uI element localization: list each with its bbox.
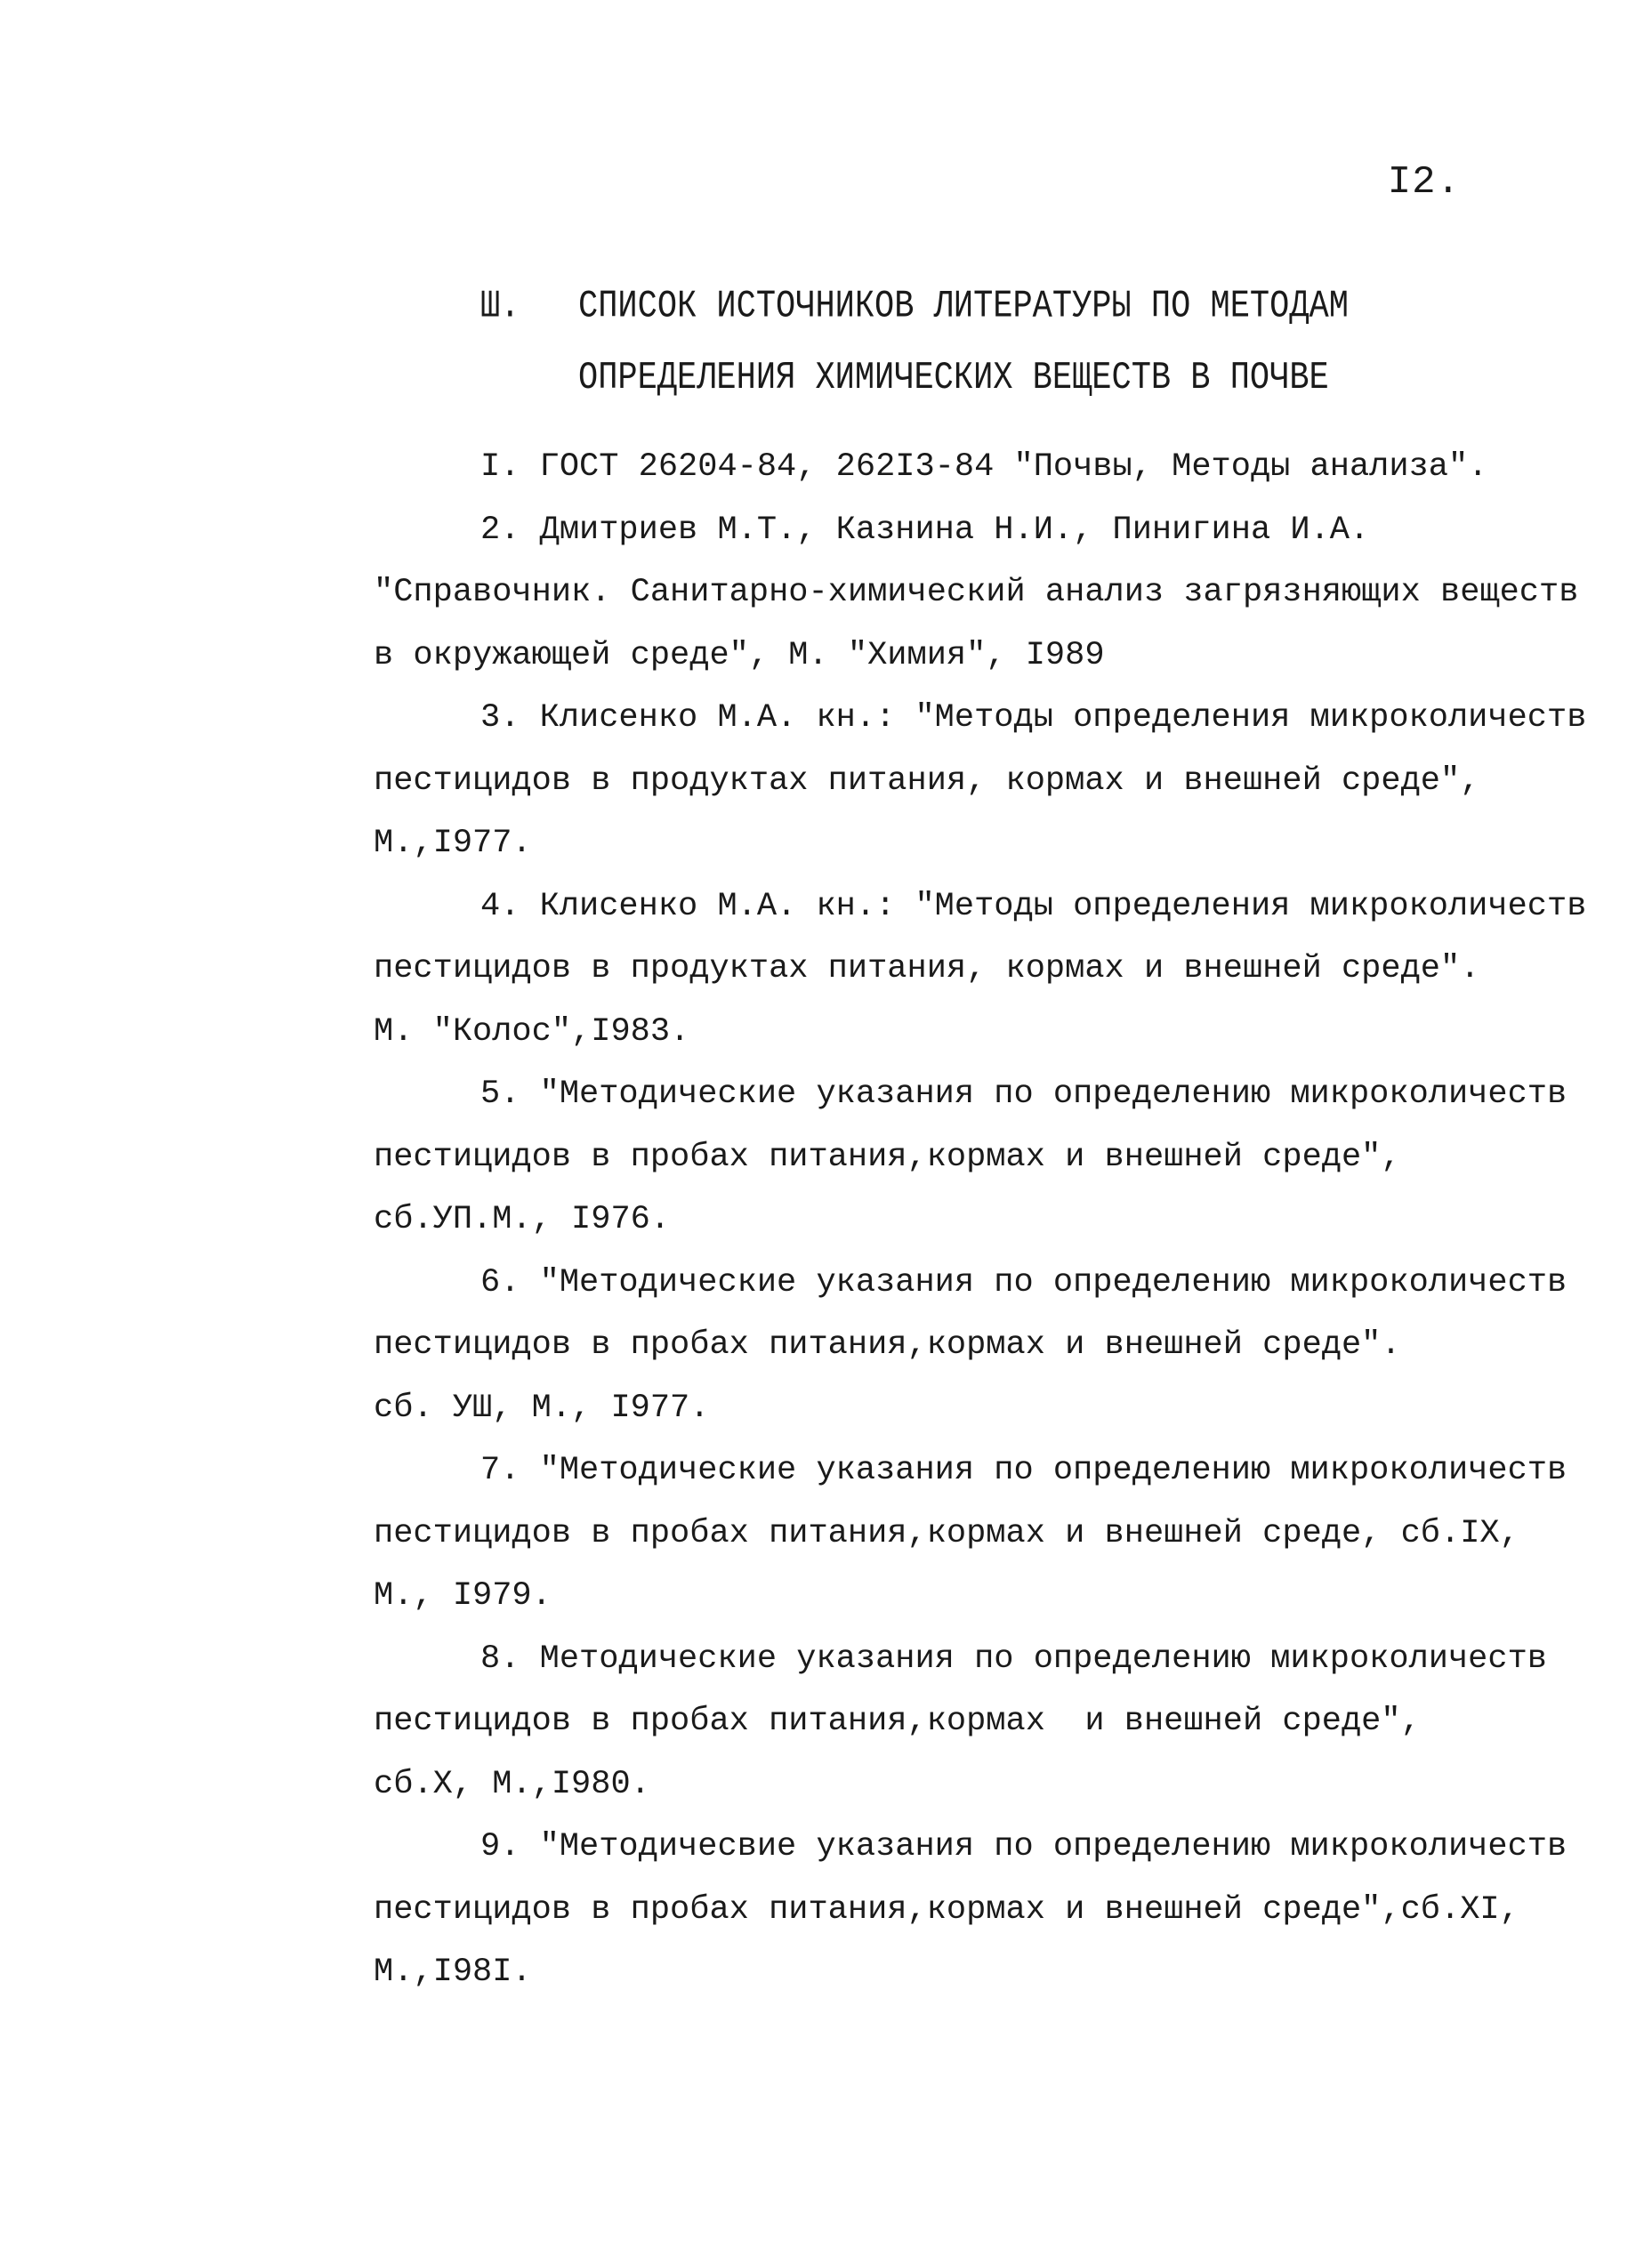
reference-line: пестицидов в пробах питания,кормах и внешней среде", bbox=[374, 1138, 1401, 1176]
section-numeral: Ш. bbox=[480, 285, 520, 329]
reference-item bbox=[374, 1063, 1584, 1252]
reference-line: 2. Дмитриев М.Т., Казнина Н.И., Пинигина И.А. bbox=[480, 511, 1370, 549]
section-heading bbox=[480, 271, 1370, 414]
reference-line: "Справочник. Санитарно-химический анализ загрязняющих веществ bbox=[374, 574, 1579, 611]
reference-line: сб.УП.М., I976. bbox=[374, 1201, 671, 1238]
reference-line: пестицидов в пробах питания,кормах и внешней среде, сб.IX, bbox=[374, 1514, 1519, 1552]
reference-line: 3. Клисенко М.А. кн.: "Методы определения микроколичеств bbox=[480, 699, 1587, 737]
reference-line: сб.Х, М.,I980. bbox=[374, 1765, 650, 1803]
reference-line: 6. "Методические указания по определению микроколичеств bbox=[480, 1263, 1567, 1301]
reference-item bbox=[374, 1816, 1584, 2004]
reference-line: 9. "Методичесвие указания по определению микроколичеств bbox=[480, 1828, 1567, 1865]
reference-line: 8. Методические указания по определению микроколичеств bbox=[480, 1640, 1547, 1678]
reference-line: пестицидов в пробах питания,кормах и внешней среде". bbox=[374, 1326, 1401, 1364]
reference-item bbox=[374, 499, 1584, 688]
reference-line: пестицидов в продуктах питания, кормах и внешней среде", bbox=[374, 761, 1480, 800]
heading-title-line-2: ОПРЕДЕЛЕНИЯ ХИМИЧЕСКИХ ВЕЩЕСТВ В ПОЧВЕ bbox=[578, 356, 1329, 401]
reference-item bbox=[374, 1628, 1584, 1817]
reference-line: 4. Клисенко М.А. кн.: "Методы определения микроколичеств bbox=[480, 887, 1587, 925]
reference-line: 5. "Методические указания по определению микроколичеств bbox=[480, 1076, 1567, 1113]
reference-line: пестицидов в пробах питания,кормах и внешней среде", bbox=[374, 1703, 1421, 1740]
reference-list bbox=[374, 436, 1587, 2004]
reference-item bbox=[374, 875, 1587, 1064]
reference-line: М.,I98I. bbox=[374, 1954, 532, 1991]
heading-title-line-1: СПИСОК ИСТОЧНИКОВ ЛИТЕРАТУРЫ ПО МЕТОДАМ bbox=[578, 285, 1349, 329]
reference-line: М., I979. bbox=[374, 1577, 552, 1615]
heading-line-1 bbox=[480, 271, 1370, 342]
reference-item bbox=[374, 1252, 1584, 1440]
reference-line: М. "Колос",I983. bbox=[374, 1012, 690, 1051]
reference-line: I. ГОСТ 26204-84, 262I3-84 "Почвы, Методы анализа". bbox=[480, 448, 1488, 486]
reference-item bbox=[374, 436, 1584, 499]
reference-line: сб. УШ, М., I977. bbox=[374, 1389, 710, 1427]
reference-item bbox=[374, 687, 1587, 875]
reference-line: в окружающей среде", М. "Химия", I989 bbox=[374, 636, 1105, 674]
reference-line: М.,I977. bbox=[374, 825, 532, 862]
reference-line: пестицидов в продуктах питания, кормах и внешней среде". bbox=[374, 950, 1480, 987]
reference-item bbox=[374, 1439, 1584, 1628]
page-number: I2. bbox=[1387, 160, 1461, 205]
reference-line: 7. "Методические указания по определению микроколичеств bbox=[480, 1452, 1567, 1489]
reference-line: пестицидов в пробах питания,кормах и внешней среде",сб.XI, bbox=[374, 1890, 1519, 1929]
